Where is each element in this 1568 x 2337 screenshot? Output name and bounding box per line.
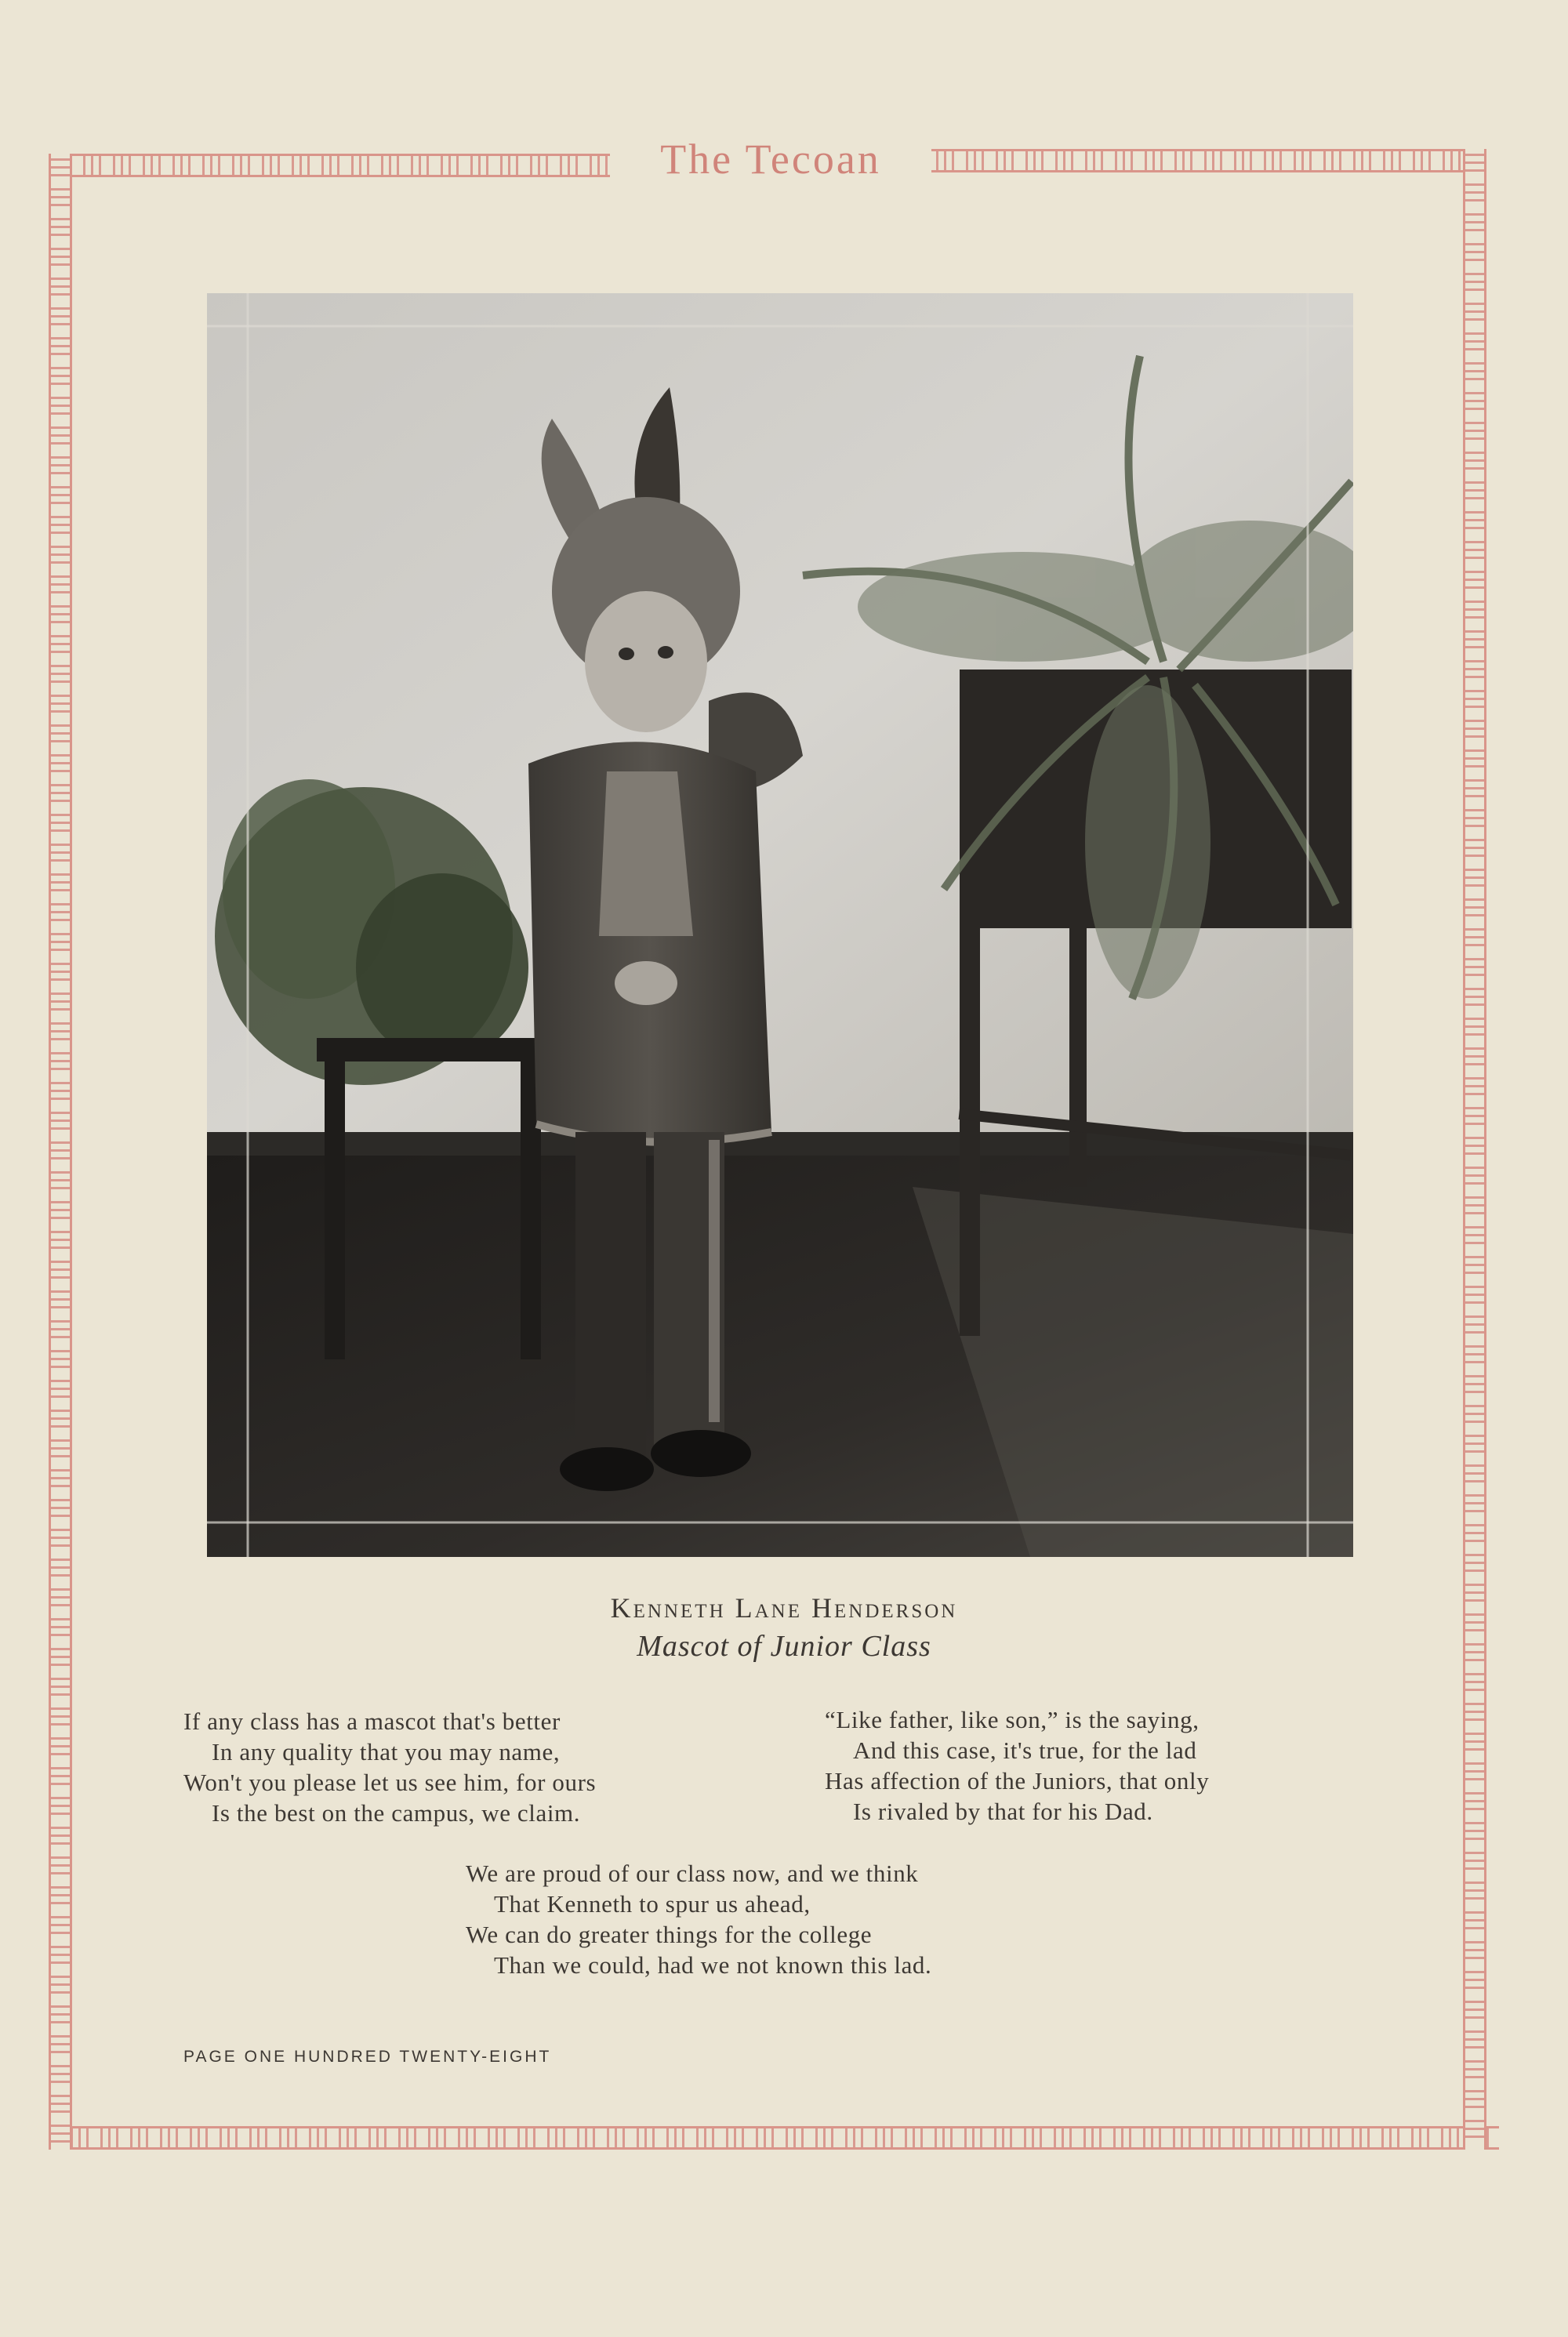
- poem-line: We can do greater things for the college: [466, 1921, 873, 1948]
- poem-line: We are proud of our class now, and we think: [466, 1860, 919, 1887]
- ornamental-border-right: [1463, 149, 1486, 2150]
- poem-line: If any class has a mascot that's better: [183, 1707, 561, 1735]
- poem-line: “Like father, like son,” is the saying,: [825, 1706, 1200, 1733]
- ornamental-border-top-right: [931, 149, 1486, 172]
- ornamental-border-bottom: [66, 2126, 1499, 2150]
- photo-illustration: [207, 293, 1353, 1557]
- poem-stanza-1: [183, 1706, 596, 1828]
- mascot-photograph: [207, 293, 1353, 1557]
- poem-line: Is rivaled by that for his Dad.: [853, 1798, 1153, 1825]
- running-head: The Tecoan: [660, 136, 881, 183]
- caption-name: Kenneth Lane Henderson: [610, 1592, 958, 1624]
- ornamental-border-left: [49, 154, 72, 2150]
- poem-stanza-3: [466, 1858, 931, 1980]
- ornamental-border-top-left: [49, 154, 610, 177]
- caption-role: Mascot of Junior Class: [637, 1630, 931, 1663]
- poem-line: Than we could, had we not known this lad.: [494, 1951, 932, 1979]
- poem-line: Is the best on the campus, we claim.: [212, 1799, 581, 1827]
- page-number: PAGE ONE HUNDRED TWENTY-EIGHT: [183, 2048, 552, 2066]
- poem-stanza-2: [825, 1704, 1209, 1827]
- poem-line: Has affection of the Juniors, that only: [825, 1767, 1210, 1794]
- poem-line: That Kenneth to spur us ahead,: [494, 1890, 811, 1918]
- poem-line: In any quality that you may name,: [212, 1738, 561, 1765]
- poem-line: And this case, it's true, for the lad: [853, 1736, 1197, 1764]
- poem-line: Won't you please let us see him, for ours: [183, 1769, 597, 1796]
